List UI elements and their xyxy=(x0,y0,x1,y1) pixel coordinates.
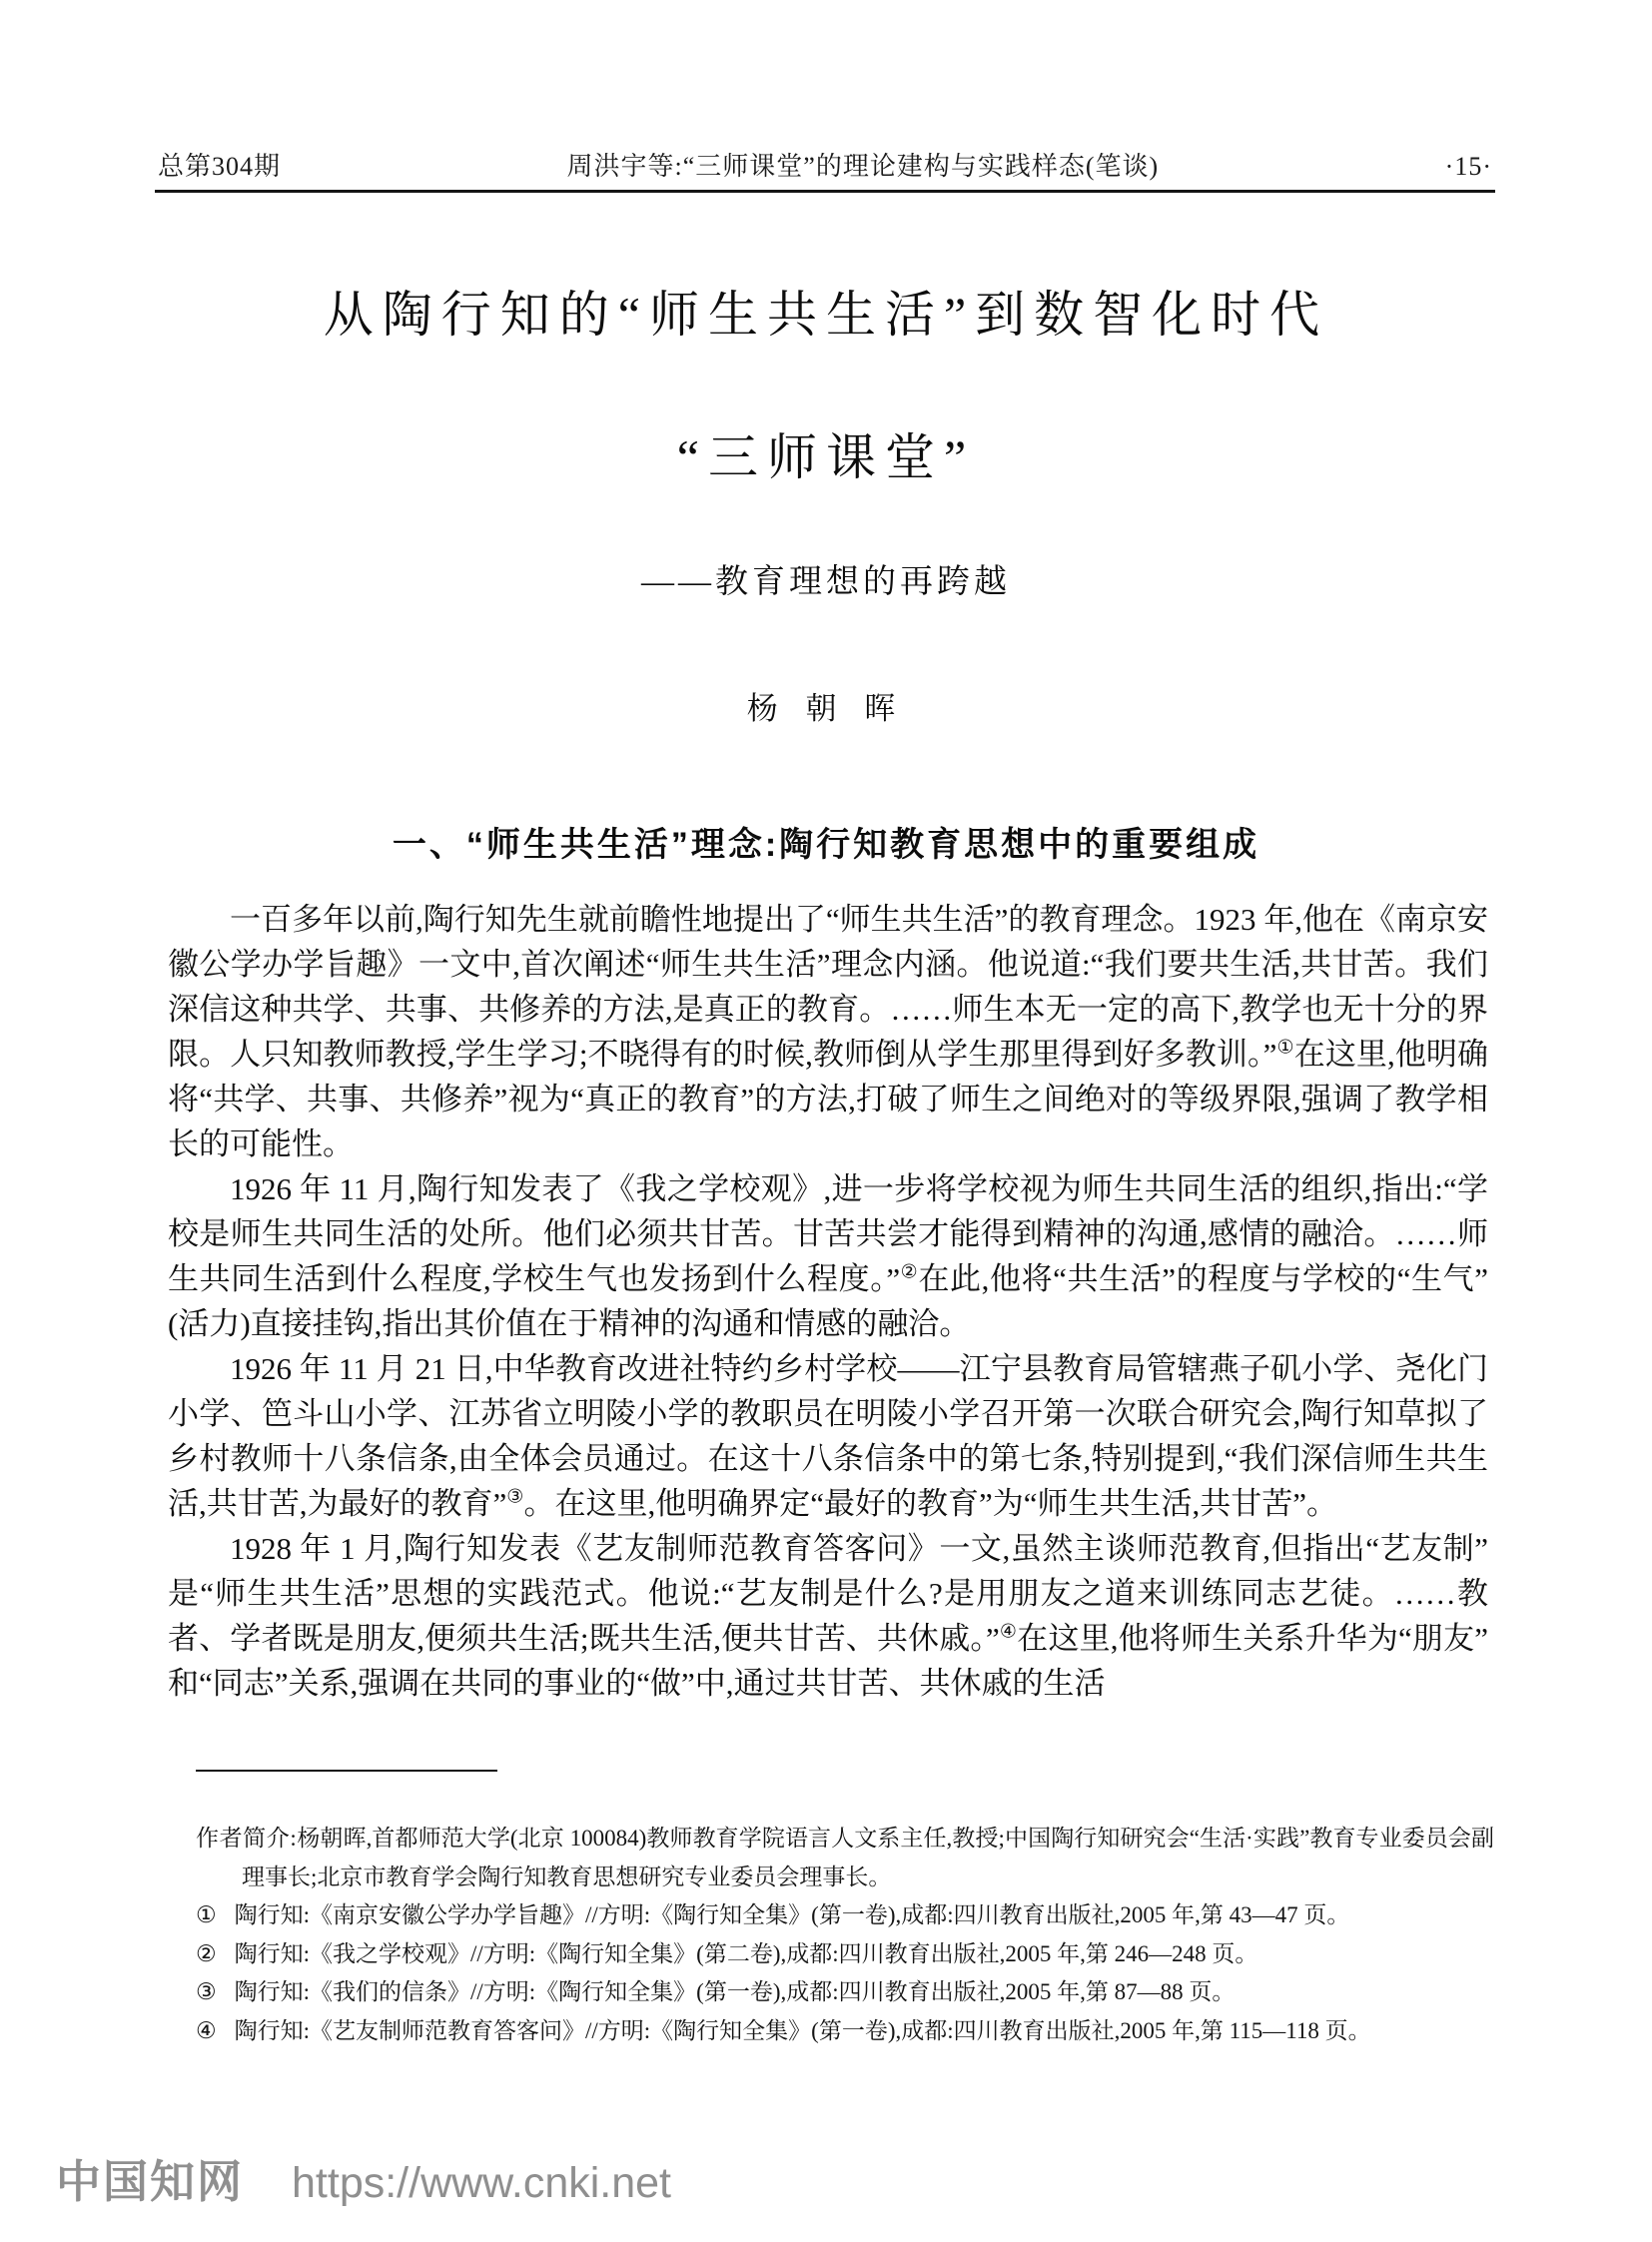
footnote-item xyxy=(196,1935,1494,1974)
cnki-logo-text: 中国知网 xyxy=(56,2156,245,2207)
footnote-marker: ④ xyxy=(999,1621,1018,1643)
article-title xyxy=(0,288,1652,485)
author-bio-label: 作者简介: xyxy=(196,1826,298,1851)
cnki-url-text: https://www.cnki.net xyxy=(292,2159,672,2207)
footnote-marker: ③ xyxy=(506,1486,524,1508)
title-line-2: “三师课堂” xyxy=(676,429,976,485)
footnotes-block xyxy=(196,1820,1494,2050)
author-bio-text: 杨朝晖,首都师范大学(北京 100084)教师教育学院语言人文系主任,教授;中国陶行知研究会“生活·实践”教育专业委员会副理事长;北京市教育学会陶行知教育思想研究专业委员会理事长。 xyxy=(242,1826,1494,1889)
footnote-number: ① xyxy=(196,1902,217,1927)
footnote-number: ③ xyxy=(196,1979,217,2004)
footnote-separator-rule xyxy=(196,1770,497,1772)
footnote-item xyxy=(196,1896,1494,1935)
paragraph: 1928 年 1 月,陶行知发表《艺友制师范教育答客问》一文,虽然主谈师范教育,但指出“艺友制”是“师生共生活”思想的实践范式。他说:“艺友制是什么?是用朋友之道来训练同志艺徒。……教者、学者既是朋友,便须共生活;既共生活,便共甘苦、共休戚。”④在这里,他将师生关系升华为“朋友”和“同志”关系,强调在共同的事业的“做”中,通过共甘苦、共休戚的生活 xyxy=(168,1531,1488,1701)
cnki-watermark xyxy=(56,2145,671,2210)
paragraph: 1926 年 11 月,陶行知发表了《我之学校观》,进一步将学校视为师生共同生活的组织,指出:“学校是师生共同生活的处所。他们必须共甘苦。甘苦共尝才能得到精神的沟通,感情的融洽。……师生共同生活到什么程度,学校生气也发扬到什么程度。”②在此,他将“共生活”的程度与学校的“生气”(活力)直接挂钩,指出其价值在于精神的沟通和情感的融洽。 xyxy=(168,1171,1488,1341)
header-issue-number: 总第304期 xyxy=(158,152,282,181)
title-line-1: 从陶行知的“师生共生活”到数智化时代 xyxy=(323,287,1329,343)
footnote-list xyxy=(196,1896,1494,2050)
footnote-item xyxy=(196,1973,1494,2012)
article-subtitle: ——教育理想的再跨越 xyxy=(641,564,1011,600)
running-header xyxy=(158,146,1492,183)
footnote-number: ④ xyxy=(196,2017,217,2043)
footnote-text: 陶行知:《我们的信条》//方明:《陶行知全集》(第一卷),成都:四川教育出版社,2005 年,第 87—88 页。 xyxy=(234,1979,1236,2004)
footnote-text: 陶行知:《我之学校观》//方明:《陶行知全集》(第二卷),成都:四川教育出版社,2005 年,第 246—248 页。 xyxy=(234,1940,1258,1966)
footnote-text: 陶行知:《艺友制师范教育答客问》//方明:《陶行知全集》(第一卷),成都:四川教育出版社,2005 年,第 115—118 页。 xyxy=(234,2017,1371,2043)
paragraph: 1926 年 11 月 21 日,中华教育改进社特约乡村学校——江宁县教育局管辖燕子矶小学、尧化门小学、笆斗山小学、江苏省立明陵小学的教职员在明陵小学召开第一次联合研究会,陶行知草拟了乡村教师十八条信条,由全体会员通过。在这十八条信条中的第七条,特别提到,“我们深信师生共生活,共甘苦,为最好的教育”③。在这里,他明确界定“最好的教育”为“师生共生活,共甘苦”。 xyxy=(168,1351,1488,1521)
section-heading: 一、“师生共生活”理念:陶行知教育思想中的重要组成 xyxy=(392,826,1260,864)
body-paragraphs xyxy=(168,897,1488,1706)
header-rule xyxy=(155,190,1495,193)
author-name: 杨 朝 晖 xyxy=(746,691,906,726)
footnote-marker: ② xyxy=(900,1261,919,1283)
footnote-text: 陶行知:《南京安徽公学办学旨趣》//方明:《陶行知全集》(第一卷),成都:四川教育出版社,2005 年,第 43—47 页。 xyxy=(234,1902,1350,1927)
header-page-number: ·15· xyxy=(1444,152,1492,181)
paragraph: 一百多年以前,陶行知先生就前瞻性地提出了“师生共生活”的教育理念。1923 年,他在《南京安徽公学办学旨趣》一文中,首次阐述“师生共生活”理念内涵。他说道:“我们要共生活,共甘苦。我们深信这种共学、共事、共修养的方法,是真正的教育。……师生本无一定的高下,教学也无十分的界限。人只知教师教授,学生学习;不晓得有的时候,教师倒从学生那里得到好多教训。”①在这里,他明确将“共学、共事、共修养”视为“真正的教育”的方法,打破了师生之间绝对的等级界限,强调了教学相长的可能性。 xyxy=(168,902,1488,1161)
footnote-item xyxy=(196,2012,1494,2051)
footnote-marker: ① xyxy=(1276,1037,1294,1059)
footnote-number: ② xyxy=(196,1940,217,1966)
header-article-title: 周洪宇等:“三师课堂”的理论建构与实践样态(笔谈) xyxy=(566,152,1160,181)
author-bio-note xyxy=(196,1820,1494,1896)
